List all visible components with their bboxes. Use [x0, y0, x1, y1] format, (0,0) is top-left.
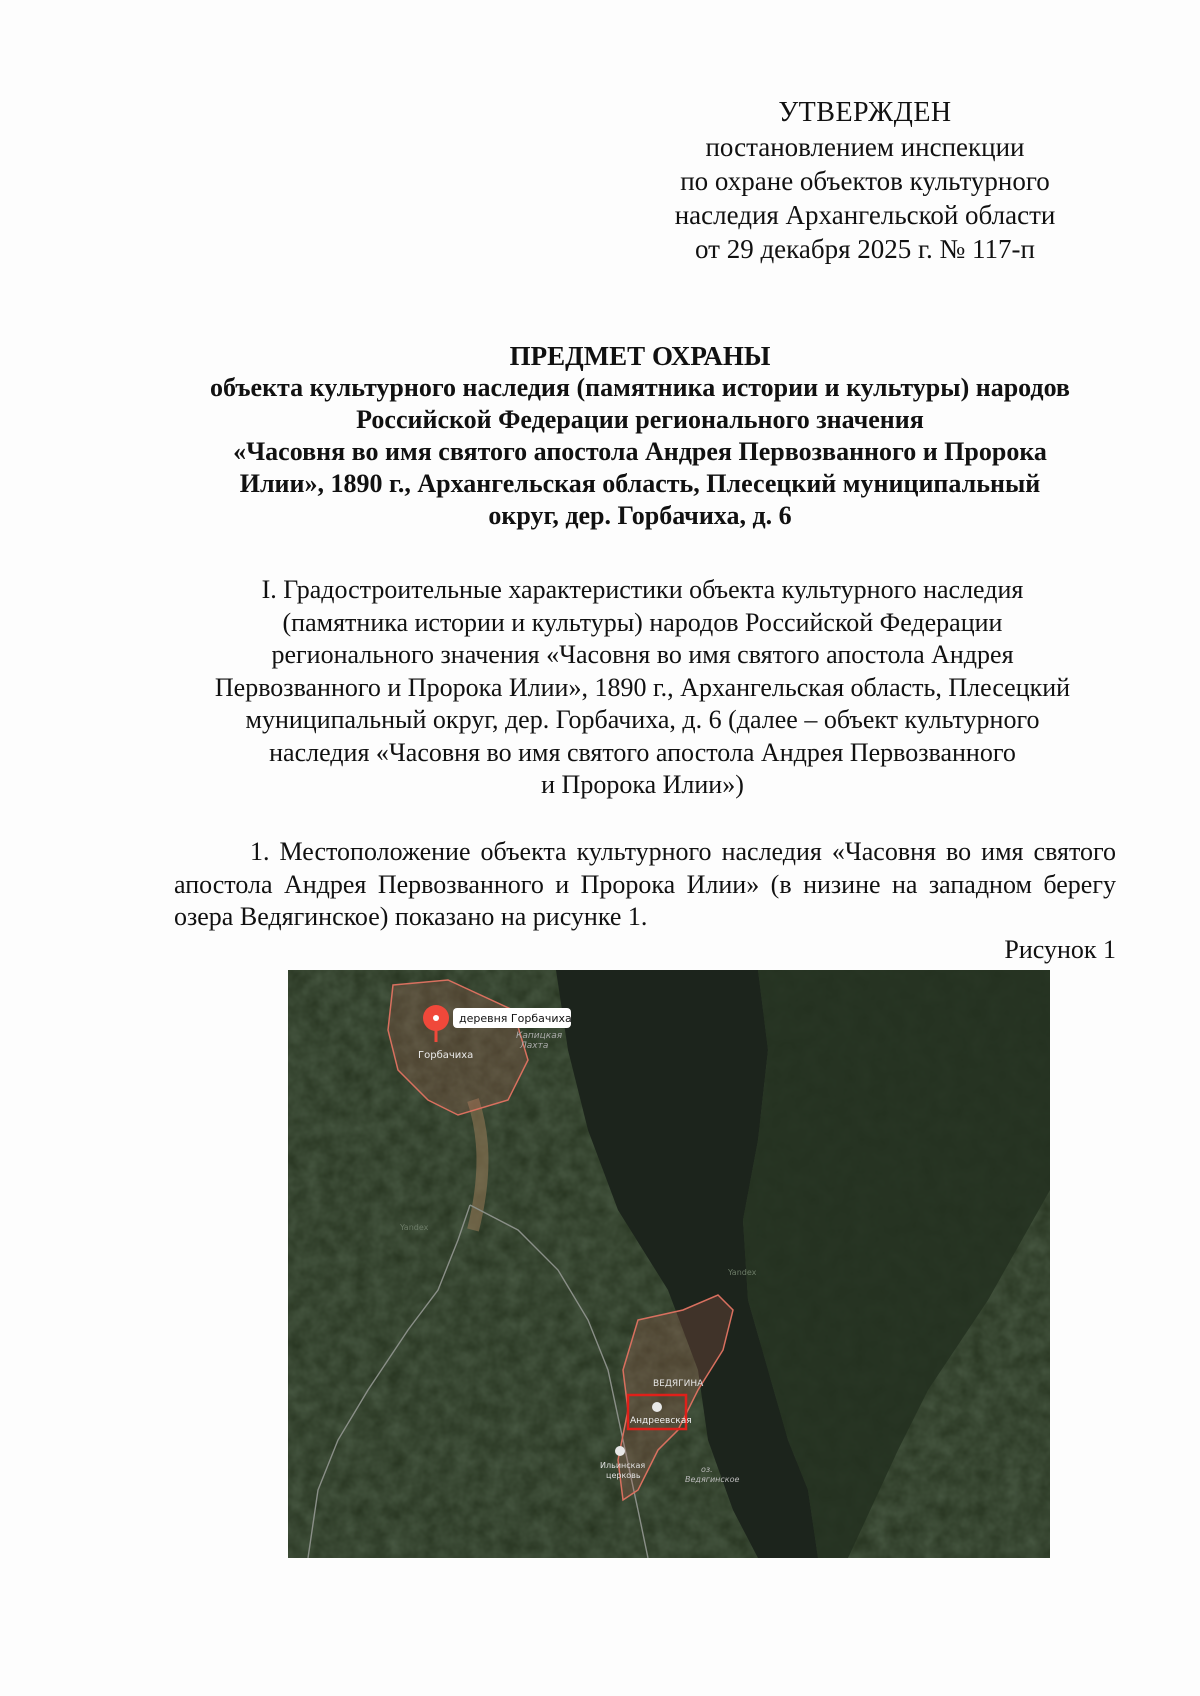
- title-line: «Часовня во имя святого апостола Андрея Первозванного и Пророка: [233, 437, 1047, 466]
- lake-label-1: оз.: [701, 1465, 713, 1474]
- document-title: [160, 340, 1120, 532]
- title-line: округ, дер. Горбачиха, д. 6: [488, 501, 792, 530]
- church-icon: [615, 1446, 625, 1456]
- section-line: муниципальный округ, дер. Горбачиха, д. 6 (далее – объект культурного: [245, 705, 1040, 734]
- watermark-1: Yandex: [400, 1223, 429, 1232]
- section-line: Первозванного и Пророка Илии», 1890 г., Архангельская область, Плесецкий: [214, 672, 1071, 702]
- satellite-map: [288, 970, 1050, 1558]
- section-line: регионального значения «Часовня во имя святого апостола Андрея: [271, 640, 1014, 669]
- approval-line: от 29 декабря 2025 г. № 117-п: [695, 234, 1035, 264]
- chapel-icon: [652, 1402, 662, 1412]
- approval-stamp: [650, 96, 1080, 266]
- village-label-gorbachikha: Горбачиха: [418, 1050, 474, 1061]
- church-label-1: Ильинская: [600, 1461, 646, 1470]
- pin-popup-label: деревня Горбачиха: [459, 1012, 572, 1025]
- section-line: I. Градостроительные характеристики объекта культурного наследия: [261, 575, 1024, 604]
- approval-line: наследия Архангельской области: [674, 200, 1056, 230]
- lake-label-2: Ведягинское: [685, 1475, 740, 1484]
- title-line: объекта культурного наследия (памятника истории и культуры) народов: [210, 373, 1070, 402]
- approval-line: постановлением инспекции: [705, 132, 1025, 162]
- map-svg: [288, 970, 1050, 1558]
- figure-caption: Рисунок 1: [1004, 935, 1116, 964]
- title-line: Илии», 1890 г., Архангельская область, Плесецкий муниципальный: [239, 469, 1041, 498]
- map-pin-dot: [433, 1015, 439, 1021]
- village-label-vedyagina: ВЕДЯГИНА: [653, 1379, 704, 1389]
- title-line: Российской Федерации регионального значения: [356, 405, 924, 434]
- approval-line: по охране объектов культурного: [680, 166, 1050, 196]
- section-line: (памятника истории и культуры) народов Российской Федерации: [282, 607, 1003, 637]
- section-line: наследия «Часовня во имя святого апостола Андрея Первозванного: [269, 737, 1016, 767]
- bay-label-2: Лахта: [520, 1041, 549, 1051]
- church-label-2: церковь: [606, 1471, 641, 1480]
- title-main: ПРЕДМЕТ ОХРАНЫ: [509, 341, 771, 371]
- section-heading: [165, 574, 1120, 802]
- chapel-label: Андреевская: [630, 1416, 692, 1426]
- watermark-2: Yandex: [728, 1268, 757, 1277]
- approval-heading: УТВЕРЖДЕН: [778, 97, 952, 128]
- section-line: и Пророка Илии»): [541, 770, 744, 799]
- bay-label-1: Капицкая: [516, 1031, 563, 1041]
- paragraph-location: 1. Местоположение объекта культурного наследия «Часовня во имя святого апостола Андрея Первозванного и Пророка Илии» (в низине на западном берегу озера Ведягинское) показано на рисунке 1.: [174, 837, 1116, 931]
